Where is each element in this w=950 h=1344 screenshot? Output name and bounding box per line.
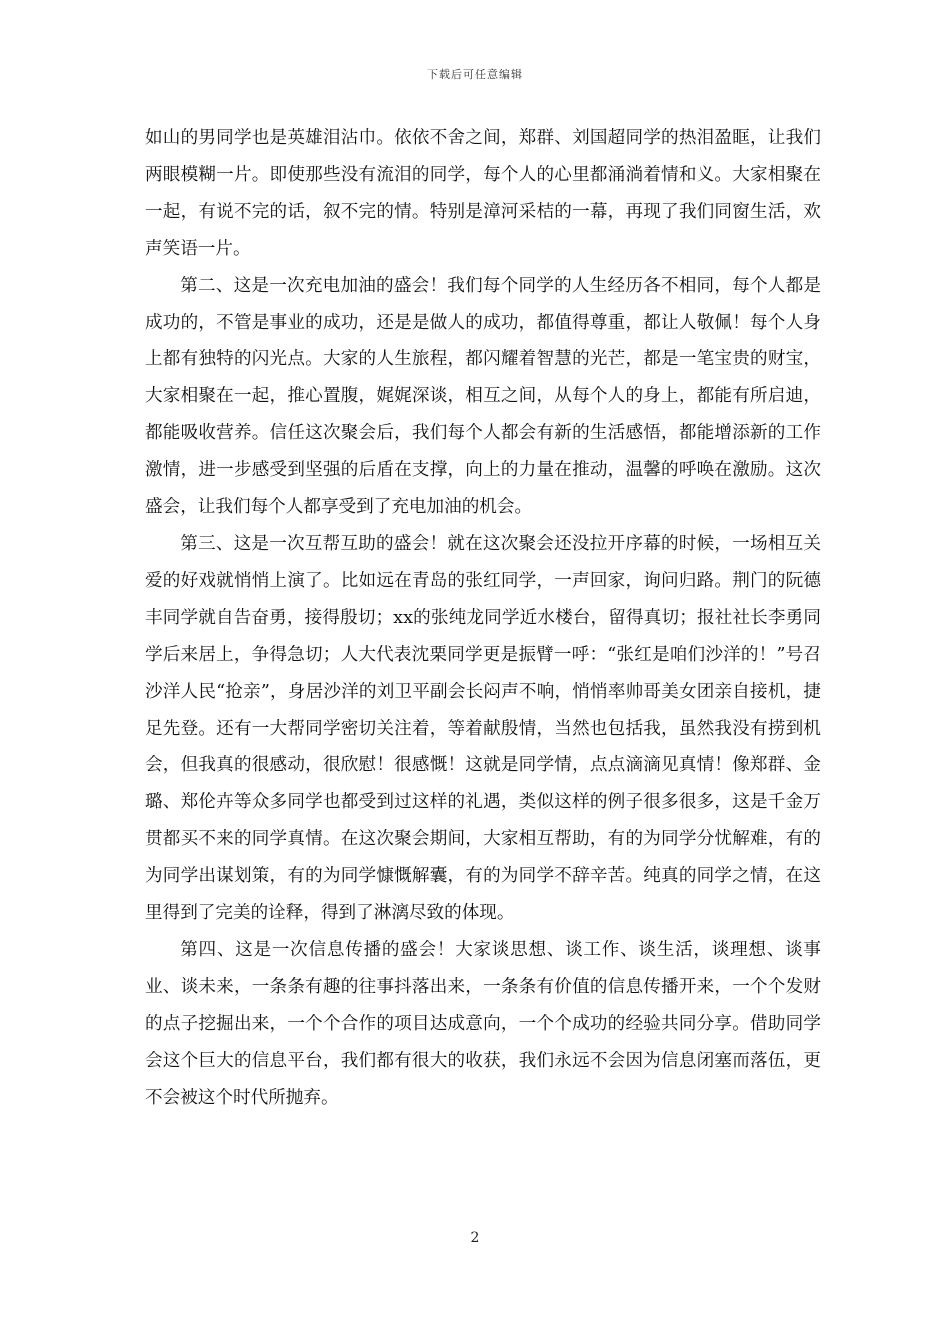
paragraph-second: 第二、这是一次充电加油的盛会！我们每个同学的人生经历各不相同，每个人都是成功的，不管是事业的成功，还是是做人的成功，都值得尊重，都让人敬佩！每个人身上都有独特的闪光点。大家的人生旅程，都闪耀着智慧的光芒，都是一笔宝贵的财宝，大家相聚在一起，推心置腹，娓娓深谈，相互之间，从每个人的身上，都能有所启迪，都能吸收营养。信任这次聚会后，我们每个人都会有新的生活感悟，都能增添新的工作激情，进一步感受到坚强的后盾在支撑，向上的力量在推动，温馨的呼唤在激励。这次盛会，让我们每个人都享受到了充电加油的机会。 bbox=[145, 275, 821, 518]
page-header: 下载后可任意编辑 bbox=[427, 68, 523, 81]
document-body bbox=[145, 120, 821, 1116]
paragraph-continuation: 如山的男同学也是英雄泪沾巾。依依不舍之间，郑群、刘国超同学的热泪盈眶，让我们两眼模糊一片。即使那些没有流泪的同学，每个人的心里都涌淌着情和义。大家相聚在一起，有说不完的话，叙不完的情。特别是漳河采桔的一幕，再现了我们同窗生活，欢声笑语一片。 bbox=[145, 128, 821, 259]
paragraph-third: 第三、这是一次互帮互助的盛会！就在这次聚会还没拉开序幕的时候，一场相互关爱的好戏就悄悄上演了。比如远在青岛的张红同学，一声回家，询问归路。荆门的阮德丰同学就自告奋勇，接得殷切；xx的张纯龙同学近水楼台，留得真切；报社社长李勇同学后来居上，争得急切；人大代表沈栗同学更是振臂一呼：“张红是咱们沙洋的！”号召沙洋人民“抢亲”，身居沙洋的刘卫平副会长闷声不响，悄悄率帅哥美女团亲自接机，捷足先登。还有一大帮同学密切关注着，等着献殷情，当然也包括我，虽然我没有捞到机会，但我真的很感动，很欣慰！很感慨！这就是同学情，点点滴滴见真情！像郑群、金璐、郑伦卉等众多同学也都受到过这样的礼遇，类似这样的例子很多很多，这是千金万贯都买不来的同学真情。在这次聚会期间，大家相互帮助，有的为同学分忧解难，有的为同学出谋划策，有的为同学慷慨解囊，有的为同学不辞辛苦。纯真的同学之情，在这里得到了完美的诠释，得到了淋漓尽致的体现。 bbox=[145, 533, 821, 924]
paragraph-fourth: 第四、这是一次信息传播的盛会！大家谈思想、谈工作、谈生活，谈理想、谈事业、谈未来，一条条有趣的往事抖落出来，一条条有价值的信息传播开来，一个个发财的点子挖掘出来，一个个合作的项目达成意向，一个个成功的经验共同分享。借助同学会这个巨大的信息平台，我们都有很大的收获，我们永远不会因为信息闭塞而落伍，更不会被这个时代所抛弃。 bbox=[145, 939, 821, 1108]
page-number: 2 bbox=[470, 1230, 480, 1246]
